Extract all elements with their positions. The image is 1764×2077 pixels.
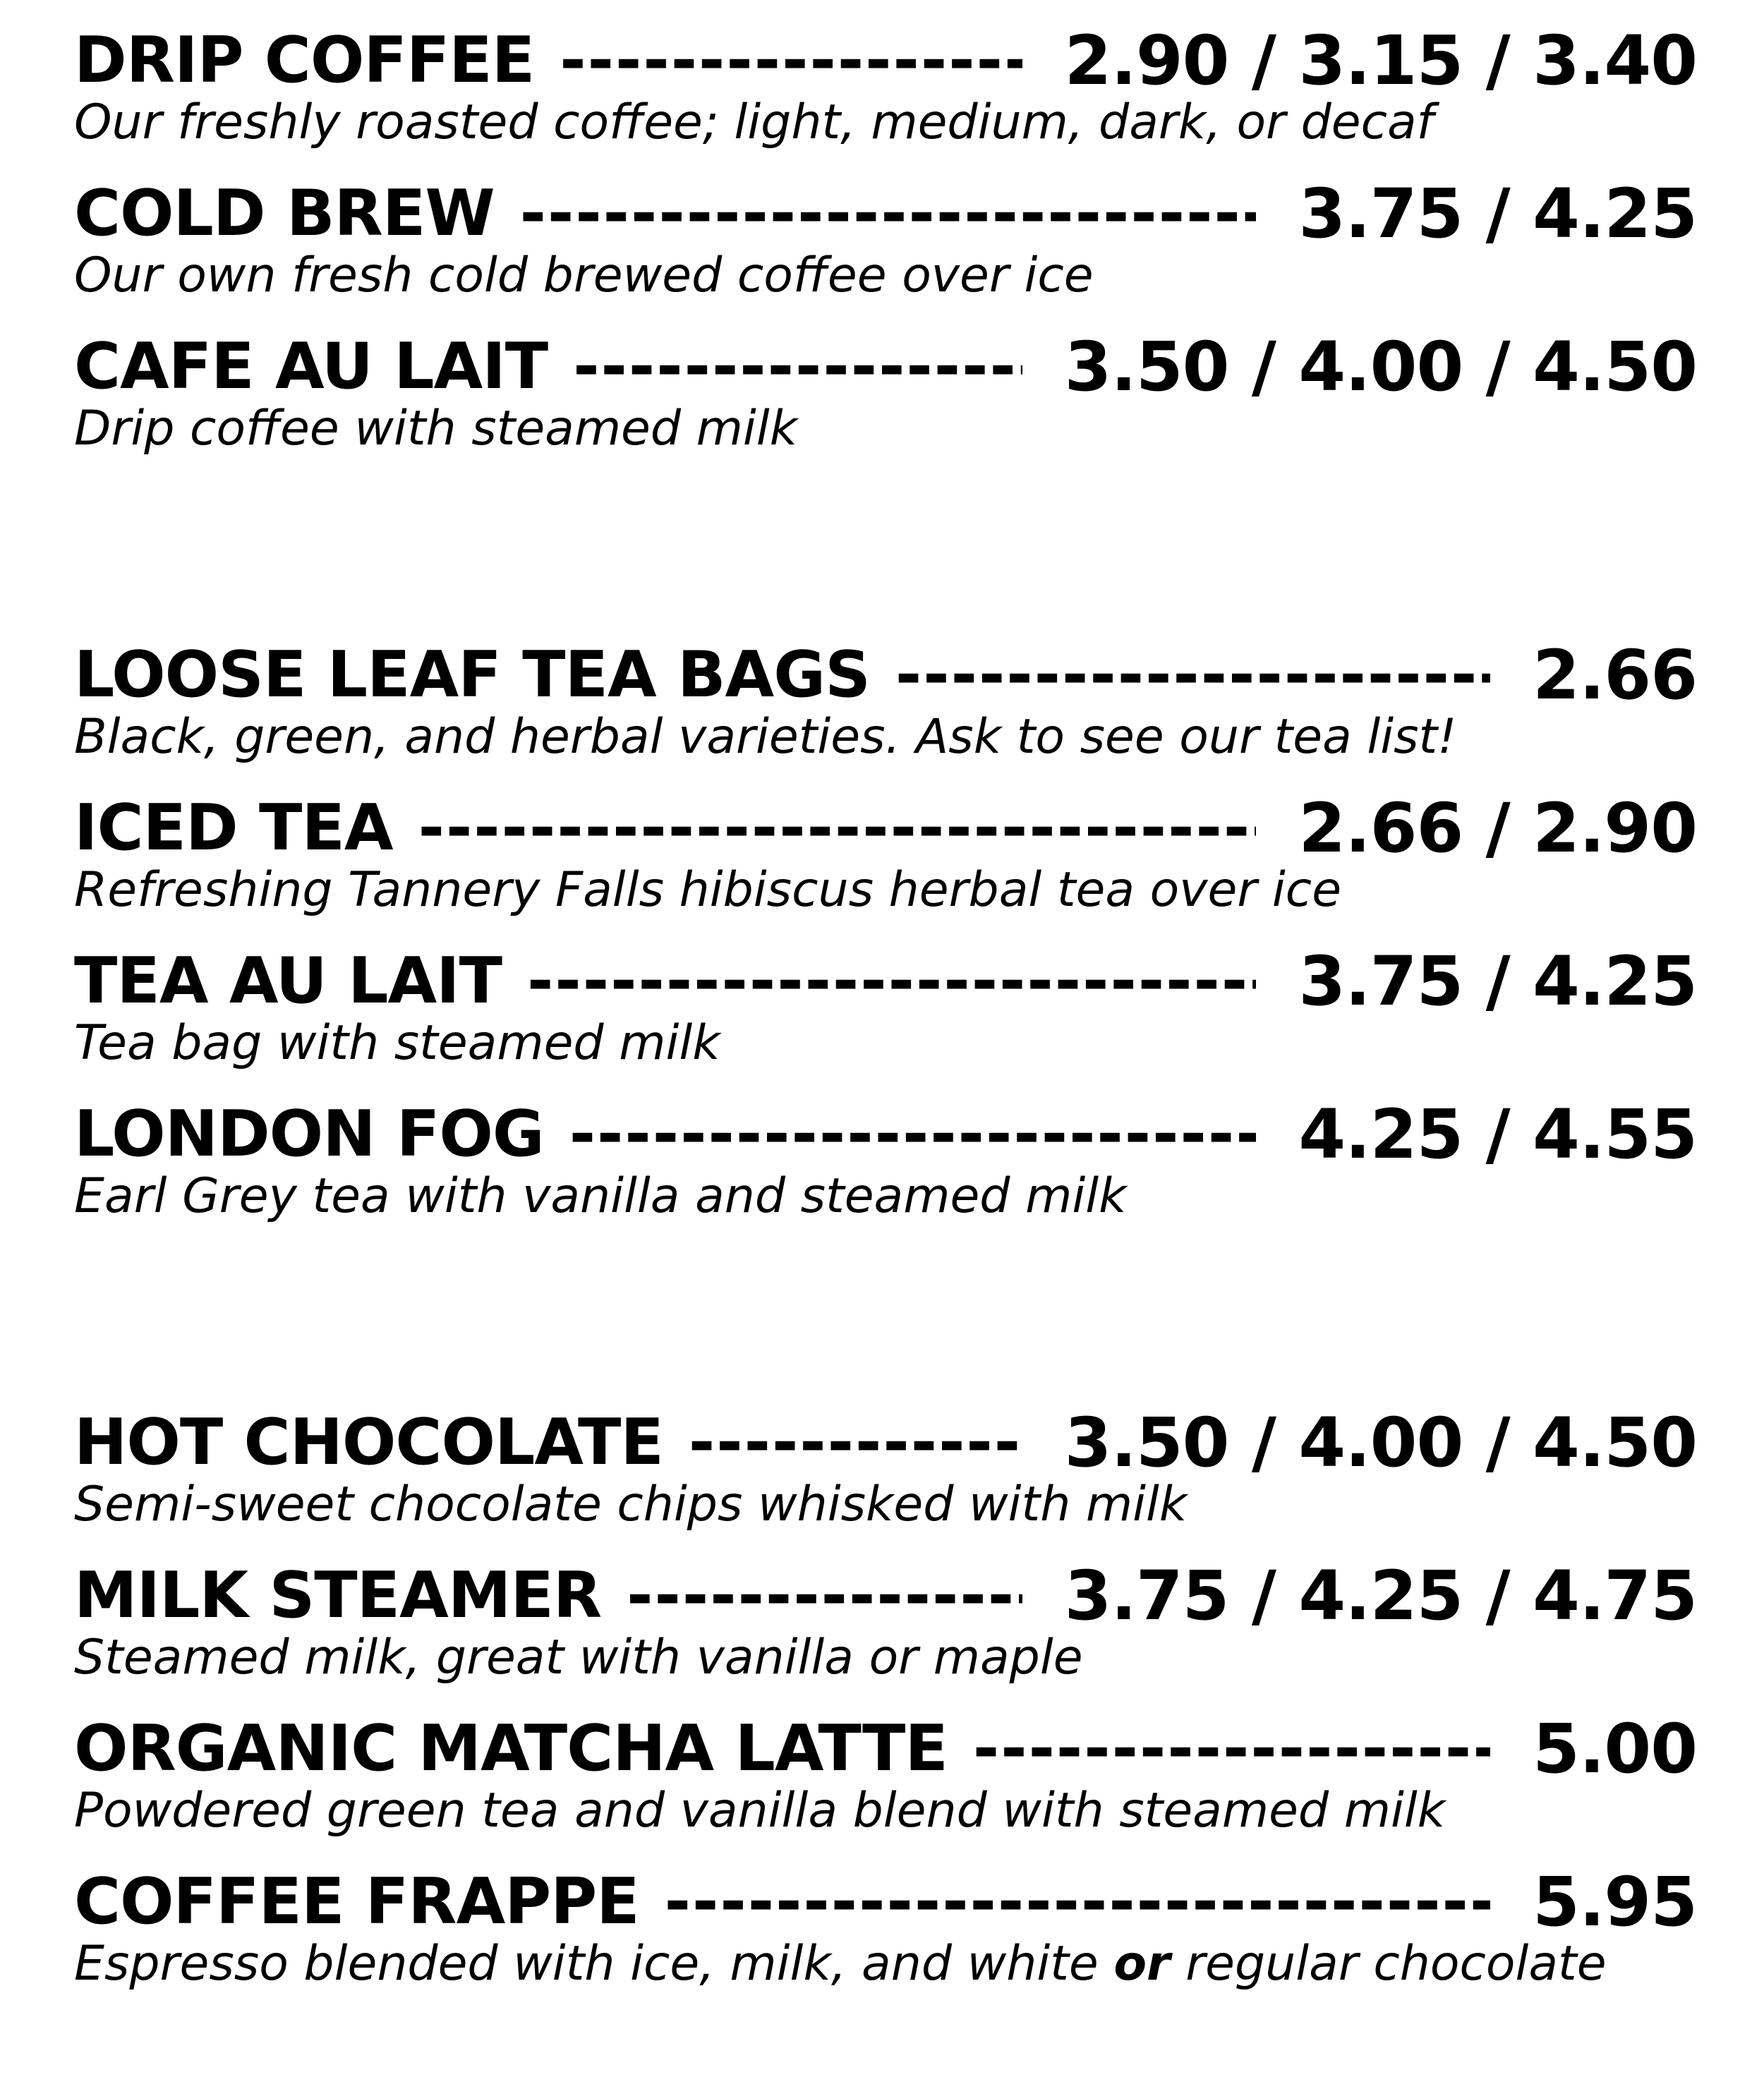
dotted-leader [418, 789, 1257, 868]
dotted-leader [527, 942, 1256, 1021]
menu-item-tea-au-lait [74, 942, 1697, 1077]
dotted-leader [689, 1403, 1022, 1482]
dotted-leader [560, 21, 1022, 100]
menu-item-london-fog [74, 1095, 1697, 1230]
menu-item-organic-matcha-latte [74, 1709, 1697, 1845]
item-description: Steamed milk, great with vanilla or maple [74, 1630, 1083, 1685]
dotted-leader [665, 1863, 1490, 1942]
dotted-leader [895, 636, 1490, 715]
dotted-leader [573, 327, 1022, 406]
menu-item-hot-chocolate [74, 1403, 1697, 1539]
item-name: LONDON FOG [74, 1097, 544, 1171]
item-name: COFFEE FRAPPE [74, 1865, 639, 1939]
item-price: 3.75 / 4.25 / 4.75 [1064, 1556, 1697, 1635]
item-description: Our freshly roasted coffee; light, medium, dark, or decaf [74, 95, 1434, 150]
menu [74, 21, 1697, 1998]
menu-item-loose-leaf-tea-bags [74, 636, 1697, 771]
menu-item-drip-coffee [74, 21, 1697, 157]
item-description [74, 1936, 1697, 1998]
dotted-leader [569, 1095, 1257, 1174]
item-name: HOT CHOCOLATE [74, 1405, 663, 1479]
item-description: Tea bag with steamed milk [74, 1015, 720, 1071]
item-name: CAFE AU LAIT [74, 329, 548, 404]
item-description: Black, green, and herbal varieties. Ask to see our tea list! [74, 709, 1457, 765]
item-description: Refreshing Tannery Falls hibiscus herbal tea over ice [74, 862, 1342, 918]
item-price: 5.00 [1533, 1709, 1697, 1788]
menu-item-milk-steamer [74, 1556, 1697, 1692]
item-name: MILK STEAMER [74, 1558, 602, 1633]
menu-item-cafe-au-lait [74, 327, 1697, 463]
desc-text-after: regular chocolate [1170, 1936, 1607, 1992]
item-price: 5.95 [1533, 1863, 1697, 1942]
item-description: Earl Grey tea with vanilla and steamed milk [74, 1168, 1127, 1224]
section-tea [74, 636, 1697, 1230]
item-description: Our own fresh cold brewed coffee over ice [74, 248, 1094, 303]
desc-text-before: Espresso blended with ice, milk, and white [74, 1936, 1114, 1992]
menu-item-coffee-frappe [74, 1863, 1697, 1998]
item-description: Powdered green tea and vanilla blend with steamed milk [74, 1783, 1446, 1839]
item-price: 2.90 / 3.15 / 3.40 [1064, 21, 1697, 100]
dotted-leader [973, 1709, 1490, 1788]
dotted-leader [520, 174, 1257, 253]
item-description: Semi-sweet chocolate chips whisked with milk [74, 1477, 1188, 1532]
section-coffee [74, 21, 1697, 463]
menu-item-iced-tea [74, 789, 1697, 924]
menu-item-cold-brew [74, 174, 1697, 310]
item-name: DRIP COFFEE [74, 23, 535, 97]
section-specialty [74, 1403, 1697, 1998]
item-price: 2.66 [1533, 636, 1697, 715]
item-name: ORGANIC MATCHA LATTE [74, 1712, 948, 1786]
item-price: 3.75 / 4.25 [1298, 942, 1697, 1021]
desc-text-bold: or [1113, 1936, 1171, 1992]
item-price: 3.75 / 4.25 [1298, 174, 1697, 253]
item-description: Drip coffee with steamed milk [74, 401, 798, 456]
item-name: LOOSE LEAF TEA BAGS [74, 638, 870, 712]
item-name: ICED TEA [74, 791, 393, 865]
item-price: 3.50 / 4.00 / 4.50 [1064, 1403, 1697, 1482]
item-price: 2.66 / 2.90 [1298, 789, 1697, 868]
item-name: COLD BREW [74, 176, 495, 250]
item-price: 3.50 / 4.00 / 4.50 [1064, 327, 1697, 406]
item-name: TEA AU LAIT [74, 944, 502, 1018]
dotted-leader [627, 1556, 1022, 1635]
item-price: 4.25 / 4.55 [1298, 1095, 1697, 1174]
